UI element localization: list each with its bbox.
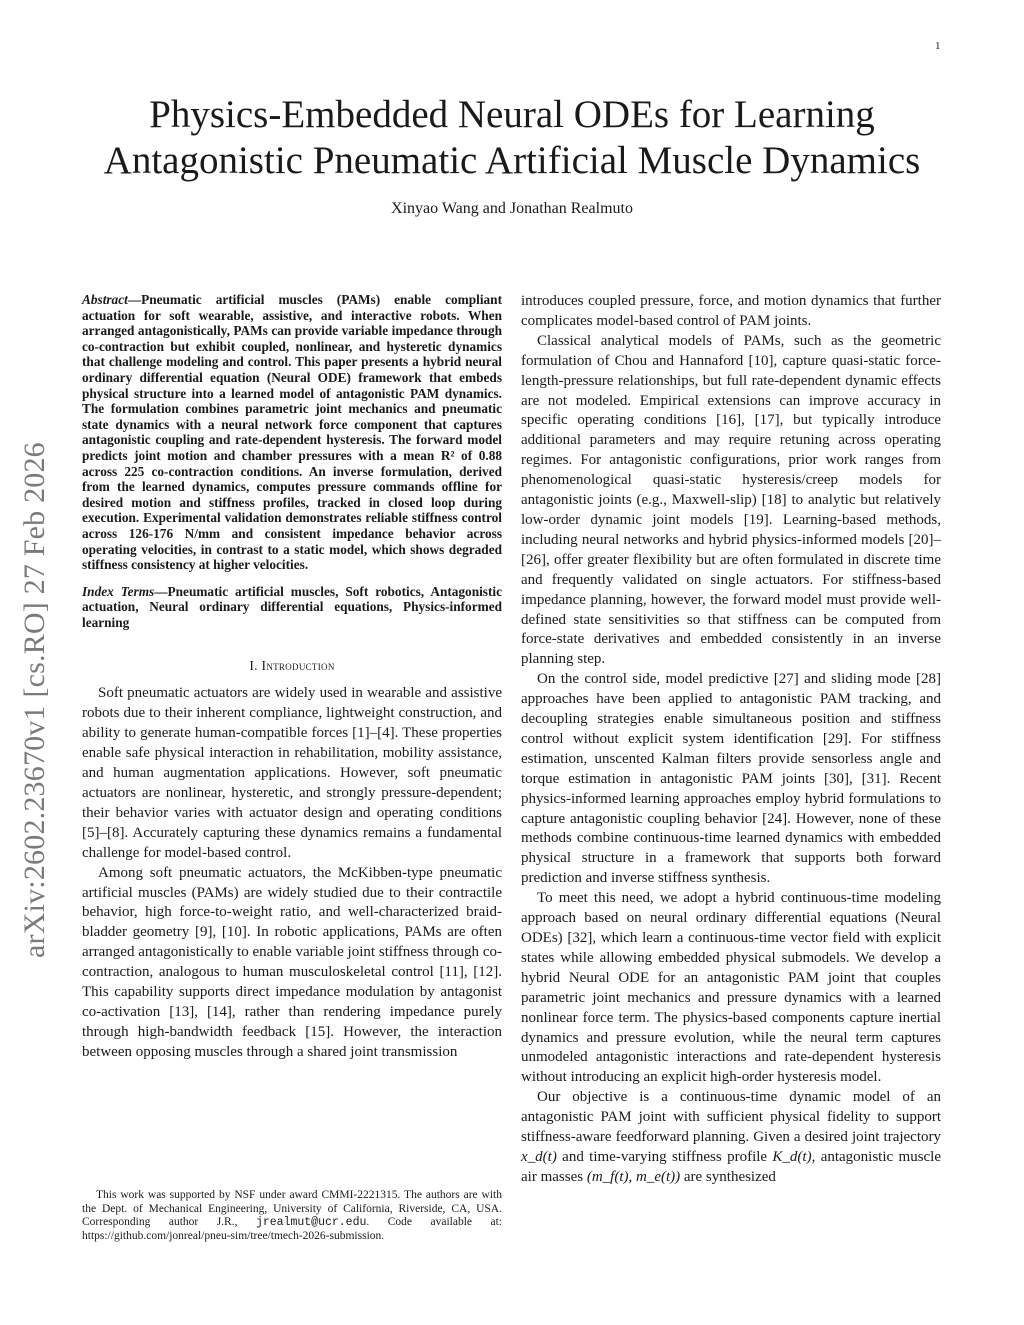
paragraph-text: Our objective is a continuous-time dynamic model of an antagonistic PAM joint with sufficient physical fidelity to support stiffness-aware feedforward planning. Given a desired joint trajectory [521,1089,941,1146]
paragraph-objective [521,1088,941,1188]
title-line-2: Antagonistic Pneumatic Artificial Muscle Dynamics [103,139,921,182]
paragraph: introduces coupled pressure, force, and motion dynamics that further complicates model-based control of PAM joints. [521,293,941,329]
math-air-masses: (m_f(t), m_e(t)) [586,1168,681,1185]
abstract-text: —Pneumatic artificial muscles (PAMs) enable compliant actuation for soft wearable, assistive, and interactive robots. When arranged antagonistically, PAMs can provide variable impedance through co-contraction but exhibit coupled, nonlinear, and hysteretic dynamics that challenge modeling and control. This paper presents a hybrid neural ordinary differential equation (Neural ODE) framework that embeds physical structure into a learned model of antagonistic PAM dynamics. The formulation combines parametric joint mechanics and pneumatic state dynamics with a neural network force component that captures antagonistic coupling and rate-dependent hysteresis. The forward model predicts joint motion and chamber pressures with a mean R² of 0.88 across 225 co-contraction conditions. An inverse formulation, derived from the learned dynamics, computes pressure commands offline for desired motion and stiffness profiles, tracked in closed loop during execution. Experimental validation demonstrates reliable stiffness control across 126-176 N/mm and consistent impedance behavior across operating velocities, in contrast to a static model, which shows degraded stiffness consistency at higher velocities. [82,292,502,573]
left-column [82,292,502,1063]
section-title: Introduction [261,658,335,674]
title-line-1: Physics-Embedded Neural ODEs for Learning [149,93,875,136]
paragraph: On the control side, model predictive [27] and sliding mode [28] approaches have been applied to antagonistic PAM tracking, and decoupling strategies enable simultaneous position and stiffness control without explicit system identification [29]. For stiffness estimation, unscented Kalman filters provide sensorless angle and torque estimation in antagonistic PAM joints [30], [31]. Recent physics-informed learning approaches employ hybrid formulations to capture antagonistic coupling behavior [24]. However, none of these methods combine continuous-time learned dynamics with embedded physical structure in a framework that supports both forward prediction and inverse stiffness synthesis. [521,671,941,887]
index-terms [82,584,502,631]
footnote-text: This work was supported by NSF under award CMMI-2221315. The authors are with the Dept. of Mechanical Engineering, University of California, Riverside, CA, USA. Corresponding author J.R., [82,1189,502,1228]
math-desired-trajectory: x_d(t) [521,1148,557,1165]
section-number: I. [249,658,262,674]
abstract [82,292,502,573]
paper-title [60,92,964,184]
author-list: Xinyao Wang and Jonathan Realmuto [391,200,633,217]
math-stiffness-profile: K_d(t) [772,1148,812,1165]
footnote-code-link[interactable]: . Code available at: https://github.com/jonreal/pneu-sim/tree/tmech-2026-submission. [82,1216,502,1242]
abstract-lead: Abstract [82,292,128,307]
paragraph-text: , antagonistic muscle air masses [521,1148,942,1185]
index-terms-text: —Pneumatic artificial muscles, Soft robotics, Antagonistic actuation, Neural ordinary differential equations, Physics-informed learning [82,583,502,630]
page-number: 1 [935,40,941,52]
right-column [521,292,941,1188]
index-terms-lead: Index Terms [82,583,155,599]
paragraph-text: and time-varying stiffness profile [556,1148,773,1165]
paragraph-text: are synthesized [680,1168,776,1185]
paragraph: To meet this need, we adopt a hybrid continuous-time modeling approach based on neural ordinary differential equations (Neural ODEs) [32], which learn a continuous-time vector field with explicit states while allowing embedded physical submodels. We develop a hybrid Neural ODE for an antagonistic PAM joint that couples parametric joint mechanics and pressure dynamics with a learned nonlinear force term. The physics-based components capture inertial dynamics and pressure evolution, while the neural term captures unmodeled antagonistic interactions and rate-dependent hysteresis without introducing an explicit high-order hysteresis model. [521,890,941,1086]
paragraph: Classical analytical models of PAMs, such as the geometric formulation of Chou and Hannaford [10], capture quasi-static force-length-pressure relationships, but full rate-dependent dynamic effects are not modeled. Empirical extensions can improve accuracy in specific operating conditions [16], [17], but typically introduce additional parameters and may require retuning across operating regimes. For antagonistic configurations, prior work ranges from phenomenological quasi-static hysteresis/creep models for antagonistic joints (e.g., Maxwell-slip) [18] to analytic but relatively low-order dynamic joint models [19]. Learning-based methods, including neural networks and hybrid physics-informed models [20]–[26], offer greater flexibility but are often formulated in discrete time and frequently validated on single actuators. For stiffness-based impedance planning, however, the forward model must provide well-defined state sensitivities so that stiffness can be computed from force-state derivatives and embedded consistently in an inverse planning step. [521,332,941,668]
arxiv-identifier-stamp[interactable]: arXiv:2602.23670v1 [cs.RO] 27 Feb 2026 [18,442,51,958]
paragraph: Soft pneumatic actuators are widely used in wearable and assistive robots due to their inherent compliance, lightweight construction, and ability to generate human-compatible forces [1]–[4]. These properties enable safe physical interaction in rehabilitation, mobility assistance, and human augmentation applications. However, soft pneumatic actuators are nonlinear, hysteretic, and strongly pressure-dependent; their behavior varies with actuator design and operating conditions [5]–[8]. Accurately capturing these dynamics remains a fundamental challenge for model-based control. [82,685,502,861]
footnote [82,1189,502,1243]
paragraph: Among soft pneumatic actuators, the McKibben-type pneumatic artificial muscles (PAMs) are widely studied due to their contractile behavior, high force-to-weight ratio, and well-characterized braid-bladder geometry [9], [10]. In robotic applications, PAMs are often arranged antagonistically to enable variable joint stiffness through co-contraction, analogous to human musculoskeletal control [11], [12]. This capability supports direct impedance modulation by antagonist co-activation [13], [14], rather than rendering impedance purely through high-bandwidth feedback [15]. However, the interaction between opposing muscles through a shared joint transmission [82,864,502,1060]
section-heading-introduction [82,658,502,674]
corresponding-email-link[interactable]: jrealmut@ucr.edu [255,1216,367,1229]
